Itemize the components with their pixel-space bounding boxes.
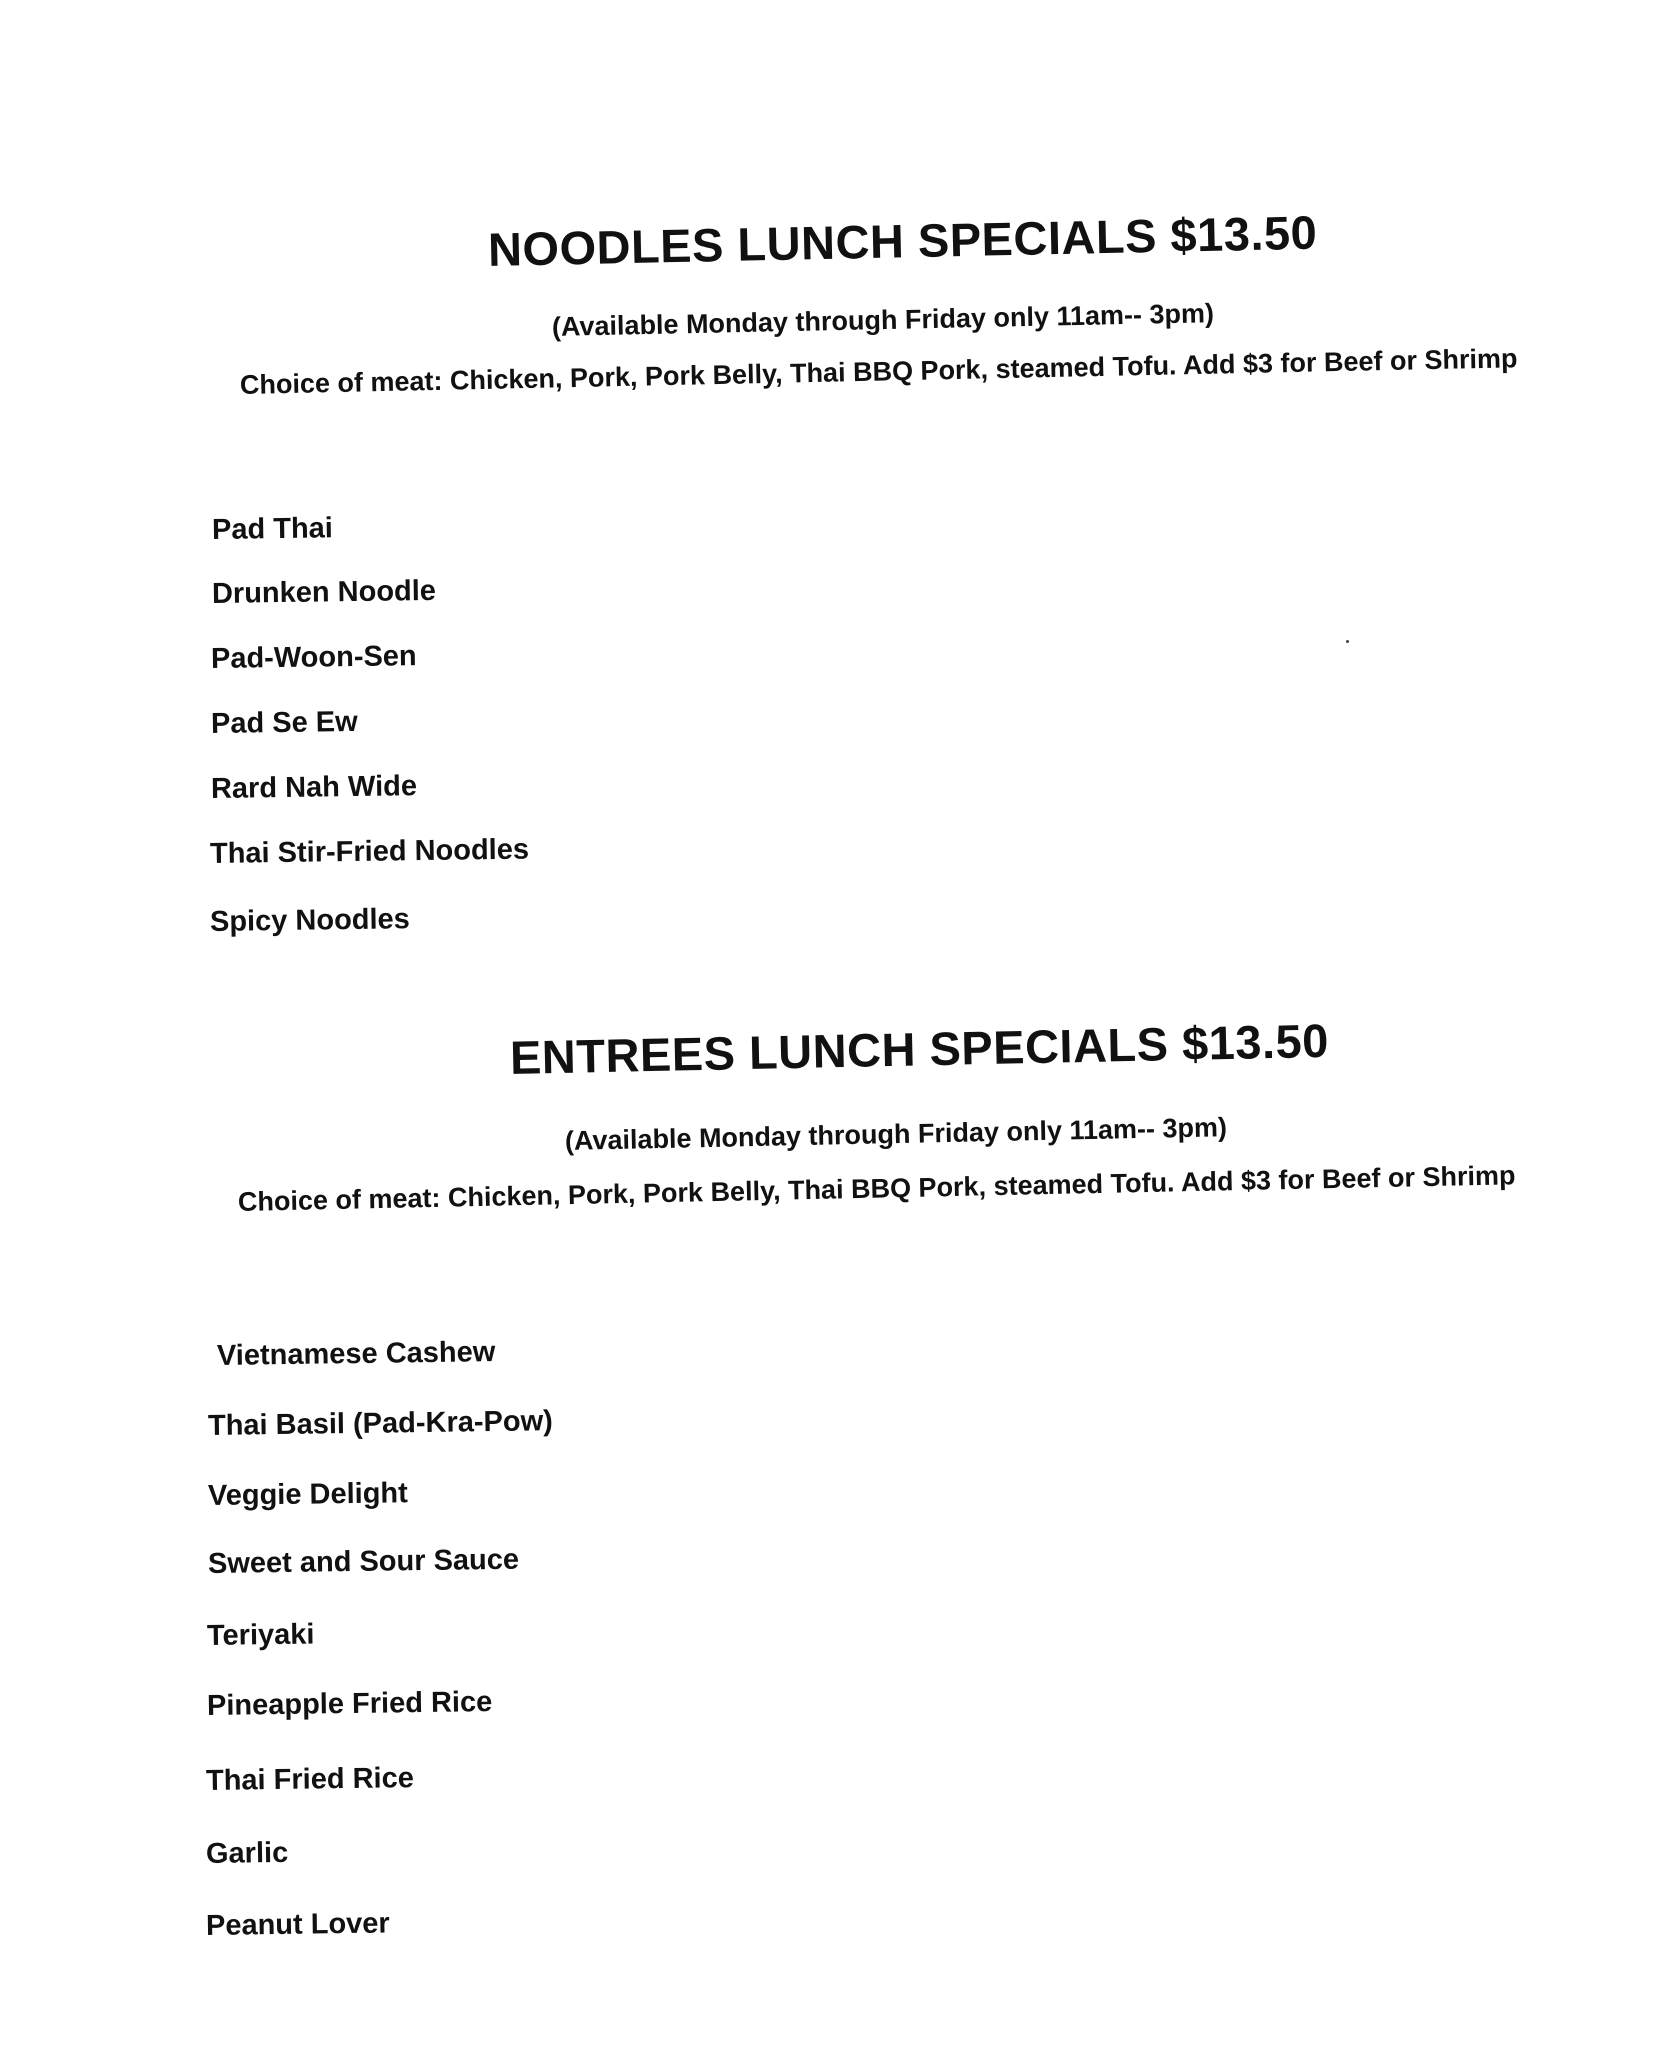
menu-item: Pineapple Fried Rice [206,1686,493,1722]
entrees-meat-choice: Choice of meat: Chicken, Pork, Pork Belly, Thai BBQ Pork, steamed Tofu. Add $3 for Beef or Shrimp [237,1160,1516,1217]
noodles-availability: (Available Monday through Friday only 11am-- 3pm) [551,298,1215,342]
menu-item: Rard Nah Wide [210,770,418,805]
menu-item: Thai Basil (Pad-Kra-Pow) [207,1405,554,1442]
menu-item: Pad Thai [211,512,334,546]
entrees-availability: (Available Monday through Friday only 11am-- 3pm) [564,1112,1228,1156]
menu-item: Spicy Noodles [209,903,411,938]
noodles-title: NOODLES LUNCH SPECIALS $13.50 [487,205,1318,276]
menu-item: Thai Stir-Fried Noodles [209,833,530,870]
menu-item: Sweet and Sour Sauce [207,1543,520,1580]
menu-item: Veggie Delight [207,1477,409,1512]
entrees-title: ENTREES LUNCH SPECIALS $13.50 [509,1013,1330,1084]
menu-item: Vietnamese Cashew [216,1336,496,1372]
scan-speck [1346,640,1349,643]
menu-item: Pad Se Ew [210,705,358,740]
noodles-meat-choice: Choice of meat: Chicken, Pork, Pork Belly, Thai BBQ Pork, steamed Tofu. Add $3 for Beef or Shrimp [239,343,1518,400]
menu-item: Drunken Noodle [211,574,437,610]
menu-item: Pad-Woon-Sen [210,640,417,675]
menu-item: Thai Fried Rice [205,1762,415,1797]
menu-item: Teriyaki [206,1618,315,1652]
menu-item: Peanut Lover [205,1907,390,1942]
menu-item: Garlic [205,1836,289,1870]
